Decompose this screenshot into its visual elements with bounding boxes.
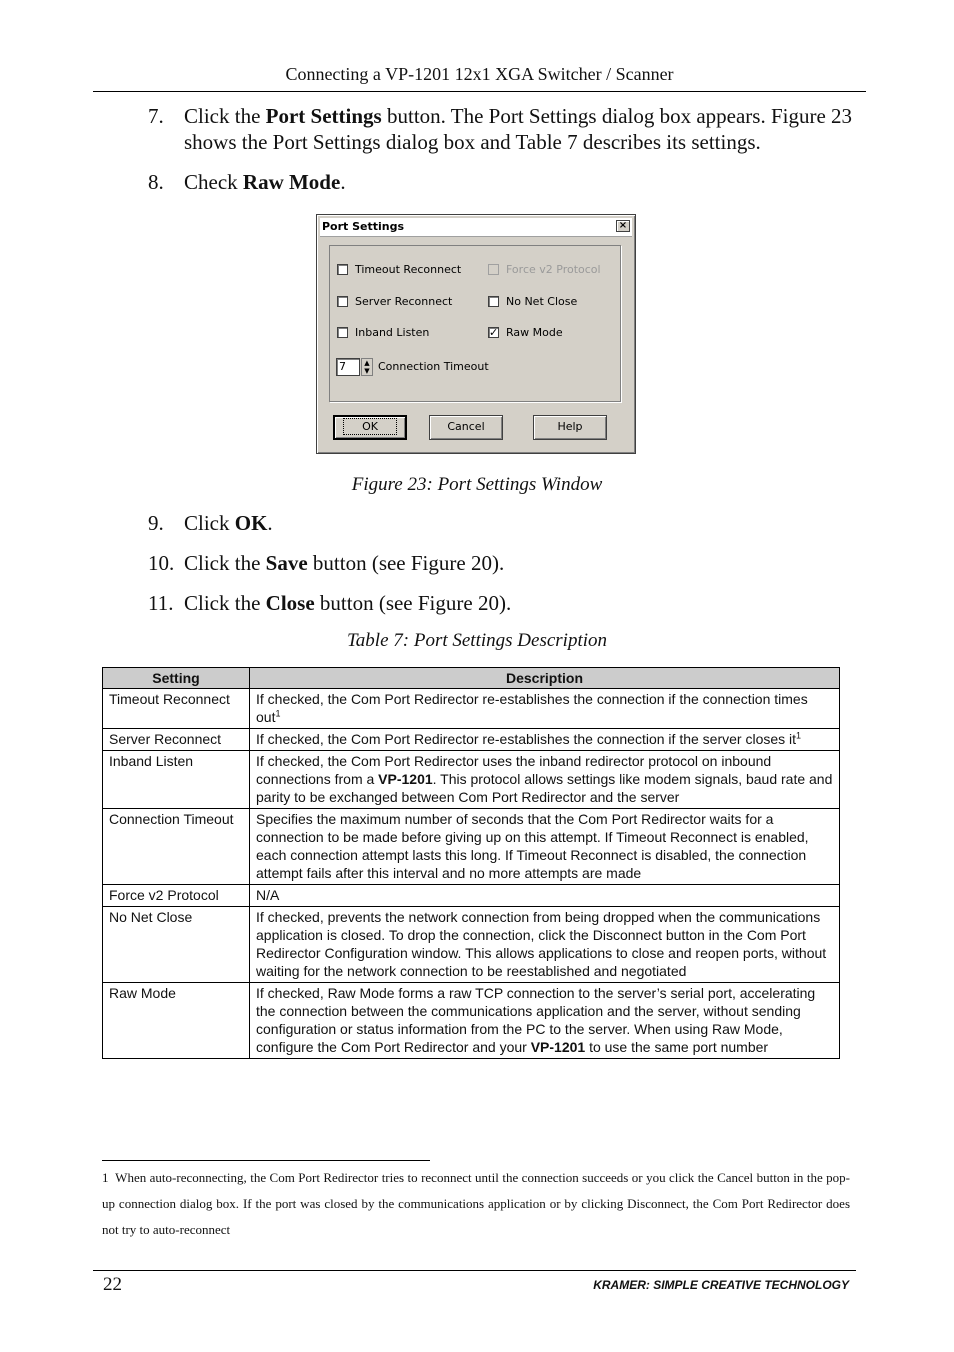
connection-timeout-input[interactable]: 7 (336, 358, 360, 376)
step-text: Click the Save button (see Figure 20). (184, 551, 505, 575)
checkbox-box[interactable] (488, 296, 499, 307)
cancel-button[interactable]: Cancel (429, 415, 503, 440)
description-cell: If checked, the Com Port Redirector re-establishes the connection if the connection times out$^1$ (250, 689, 840, 729)
table-row (103, 751, 840, 809)
page-number: 22 (103, 1274, 122, 1295)
connection-timeout-label: Connection Timeout (378, 360, 489, 373)
setting-cell: Server Reconnect (103, 729, 250, 751)
footnote-text: When auto-reconnecting, the Com Port Redirector tries to reconnect until the connection succeeds or you click the Cancel button in the pop-up connection dialog box. If the port was closed by the communications application or by clicking Disconnect, the Com Port Redirector does not try to auto-reconnect (102, 1170, 850, 1237)
step-number: 10. (148, 551, 175, 575)
footnote-ref: 1 (275, 708, 281, 719)
table-row (103, 983, 840, 1059)
spinner-arrows-icon[interactable]: ▲ ▼ (361, 358, 373, 376)
port-settings-dialog (316, 214, 636, 454)
ok-button[interactable]: OK (333, 415, 407, 440)
help-button[interactable]: Help (533, 415, 607, 440)
settings-groupbox (329, 245, 621, 402)
table-row (103, 729, 840, 751)
footnote (102, 1165, 850, 1243)
running-header: Connecting a VP-1201 12x1 XGA Switcher / Scanner (93, 64, 866, 92)
step-text: Click OK. (184, 511, 273, 535)
close-icon[interactable]: × (616, 220, 630, 232)
setting-cell: Force v2 Protocol (103, 885, 250, 907)
footer-divider (93, 1270, 856, 1271)
table-header-row (103, 668, 840, 689)
step-number: 7. (148, 104, 164, 128)
table-row (103, 885, 840, 907)
footnote-number: 1 (102, 1170, 109, 1185)
table-row (103, 907, 840, 983)
step-text: Click the Port Settings button. The Port Settings dialog box appears. Figure 23 shows the Port Settings dialog box and Table 7 describes its settings. (184, 104, 853, 154)
checkbox-box (488, 264, 499, 275)
check-icon[interactable]: ✓ (489, 326, 499, 339)
description-cell: If checked, prevents the network connection from being dropped when the communications application is closed. To drop the connection, click the Disconnect button in the Com Port Redirector Configuration window. This allows applications to close and reopen ports, without waiting for the network connection to be reestablished and negotiated (250, 907, 840, 983)
setting-cell: No Net Close (103, 907, 250, 983)
description-cell: If checked, the Com Port Redirector uses the inband redirector protocol on inbound connections from a VP-1201. This protocol allows settings like modem signals, baud rate and parity to be exchanged between Com Port Redirector and the server (250, 751, 840, 809)
port-settings-table (102, 667, 840, 1059)
checkbox-box[interactable] (337, 327, 348, 338)
checkbox-label: Force v2 Protocol (506, 263, 601, 276)
dialog-title: Port Settings (322, 220, 405, 233)
setting-cell: Raw Mode (103, 983, 250, 1059)
description-cell: Specifies the maximum number of seconds that the Com Port Redirector waits for a connection to be made before giving up on this attempt. If Timeout Reconnect is enabled, each connection attempt lasts this long. If Timeout Reconnect is disabled, the connection attempt fails after this interval and no more attempts are made (250, 809, 840, 885)
checkbox-box[interactable] (337, 296, 348, 307)
footnote-divider (102, 1160, 430, 1161)
footer-brand: KRAMER: SIMPLE CREATIVE TECHNOLOGY (593, 1278, 849, 1292)
description-cell: If checked, Raw Mode forms a raw TCP connection to the server’s serial port, accelerating the connection between the communications application and the server, without sending configuration or status information from the PC to the server. When using Raw Mode, configure the Com Port Redirector and your VP-1201 to use the same port number (250, 983, 840, 1059)
description-cell: N/A (250, 885, 840, 907)
column-header-setting: Setting (103, 668, 250, 689)
checkbox-label: Server Reconnect (355, 295, 453, 308)
step-text: Check Raw Mode. (184, 170, 346, 194)
setting-cell: Inband Listen (103, 751, 250, 809)
step-number: 9. (148, 511, 164, 535)
table-row (103, 809, 840, 885)
dialog-titlebar (320, 218, 632, 237)
checkbox-label: Raw Mode (506, 326, 563, 339)
step-text: Click the Close button (see Figure 20). (184, 591, 512, 615)
step-number: 8. (148, 170, 164, 194)
table-caption: Table 7: Port Settings Description (346, 630, 608, 651)
checkbox-label: Timeout Reconnect (355, 263, 462, 276)
checkbox-box[interactable] (337, 264, 348, 275)
checkbox-label: Inband Listen (355, 326, 430, 339)
footnote-ref: 1 (796, 730, 802, 741)
checkbox-label: No Net Close (506, 295, 578, 308)
description-cell: If checked, the Com Port Redirector re-establishes the connection if the server closes $it^1$ (250, 729, 840, 751)
table-row (103, 689, 840, 729)
figure-caption: Figure 23: Port Settings Window (351, 474, 603, 495)
setting-cell: Timeout Reconnect (103, 689, 250, 729)
step-number: 11. (148, 591, 174, 615)
column-header-description: Description (250, 668, 840, 689)
setting-cell: Connection Timeout (103, 809, 250, 885)
